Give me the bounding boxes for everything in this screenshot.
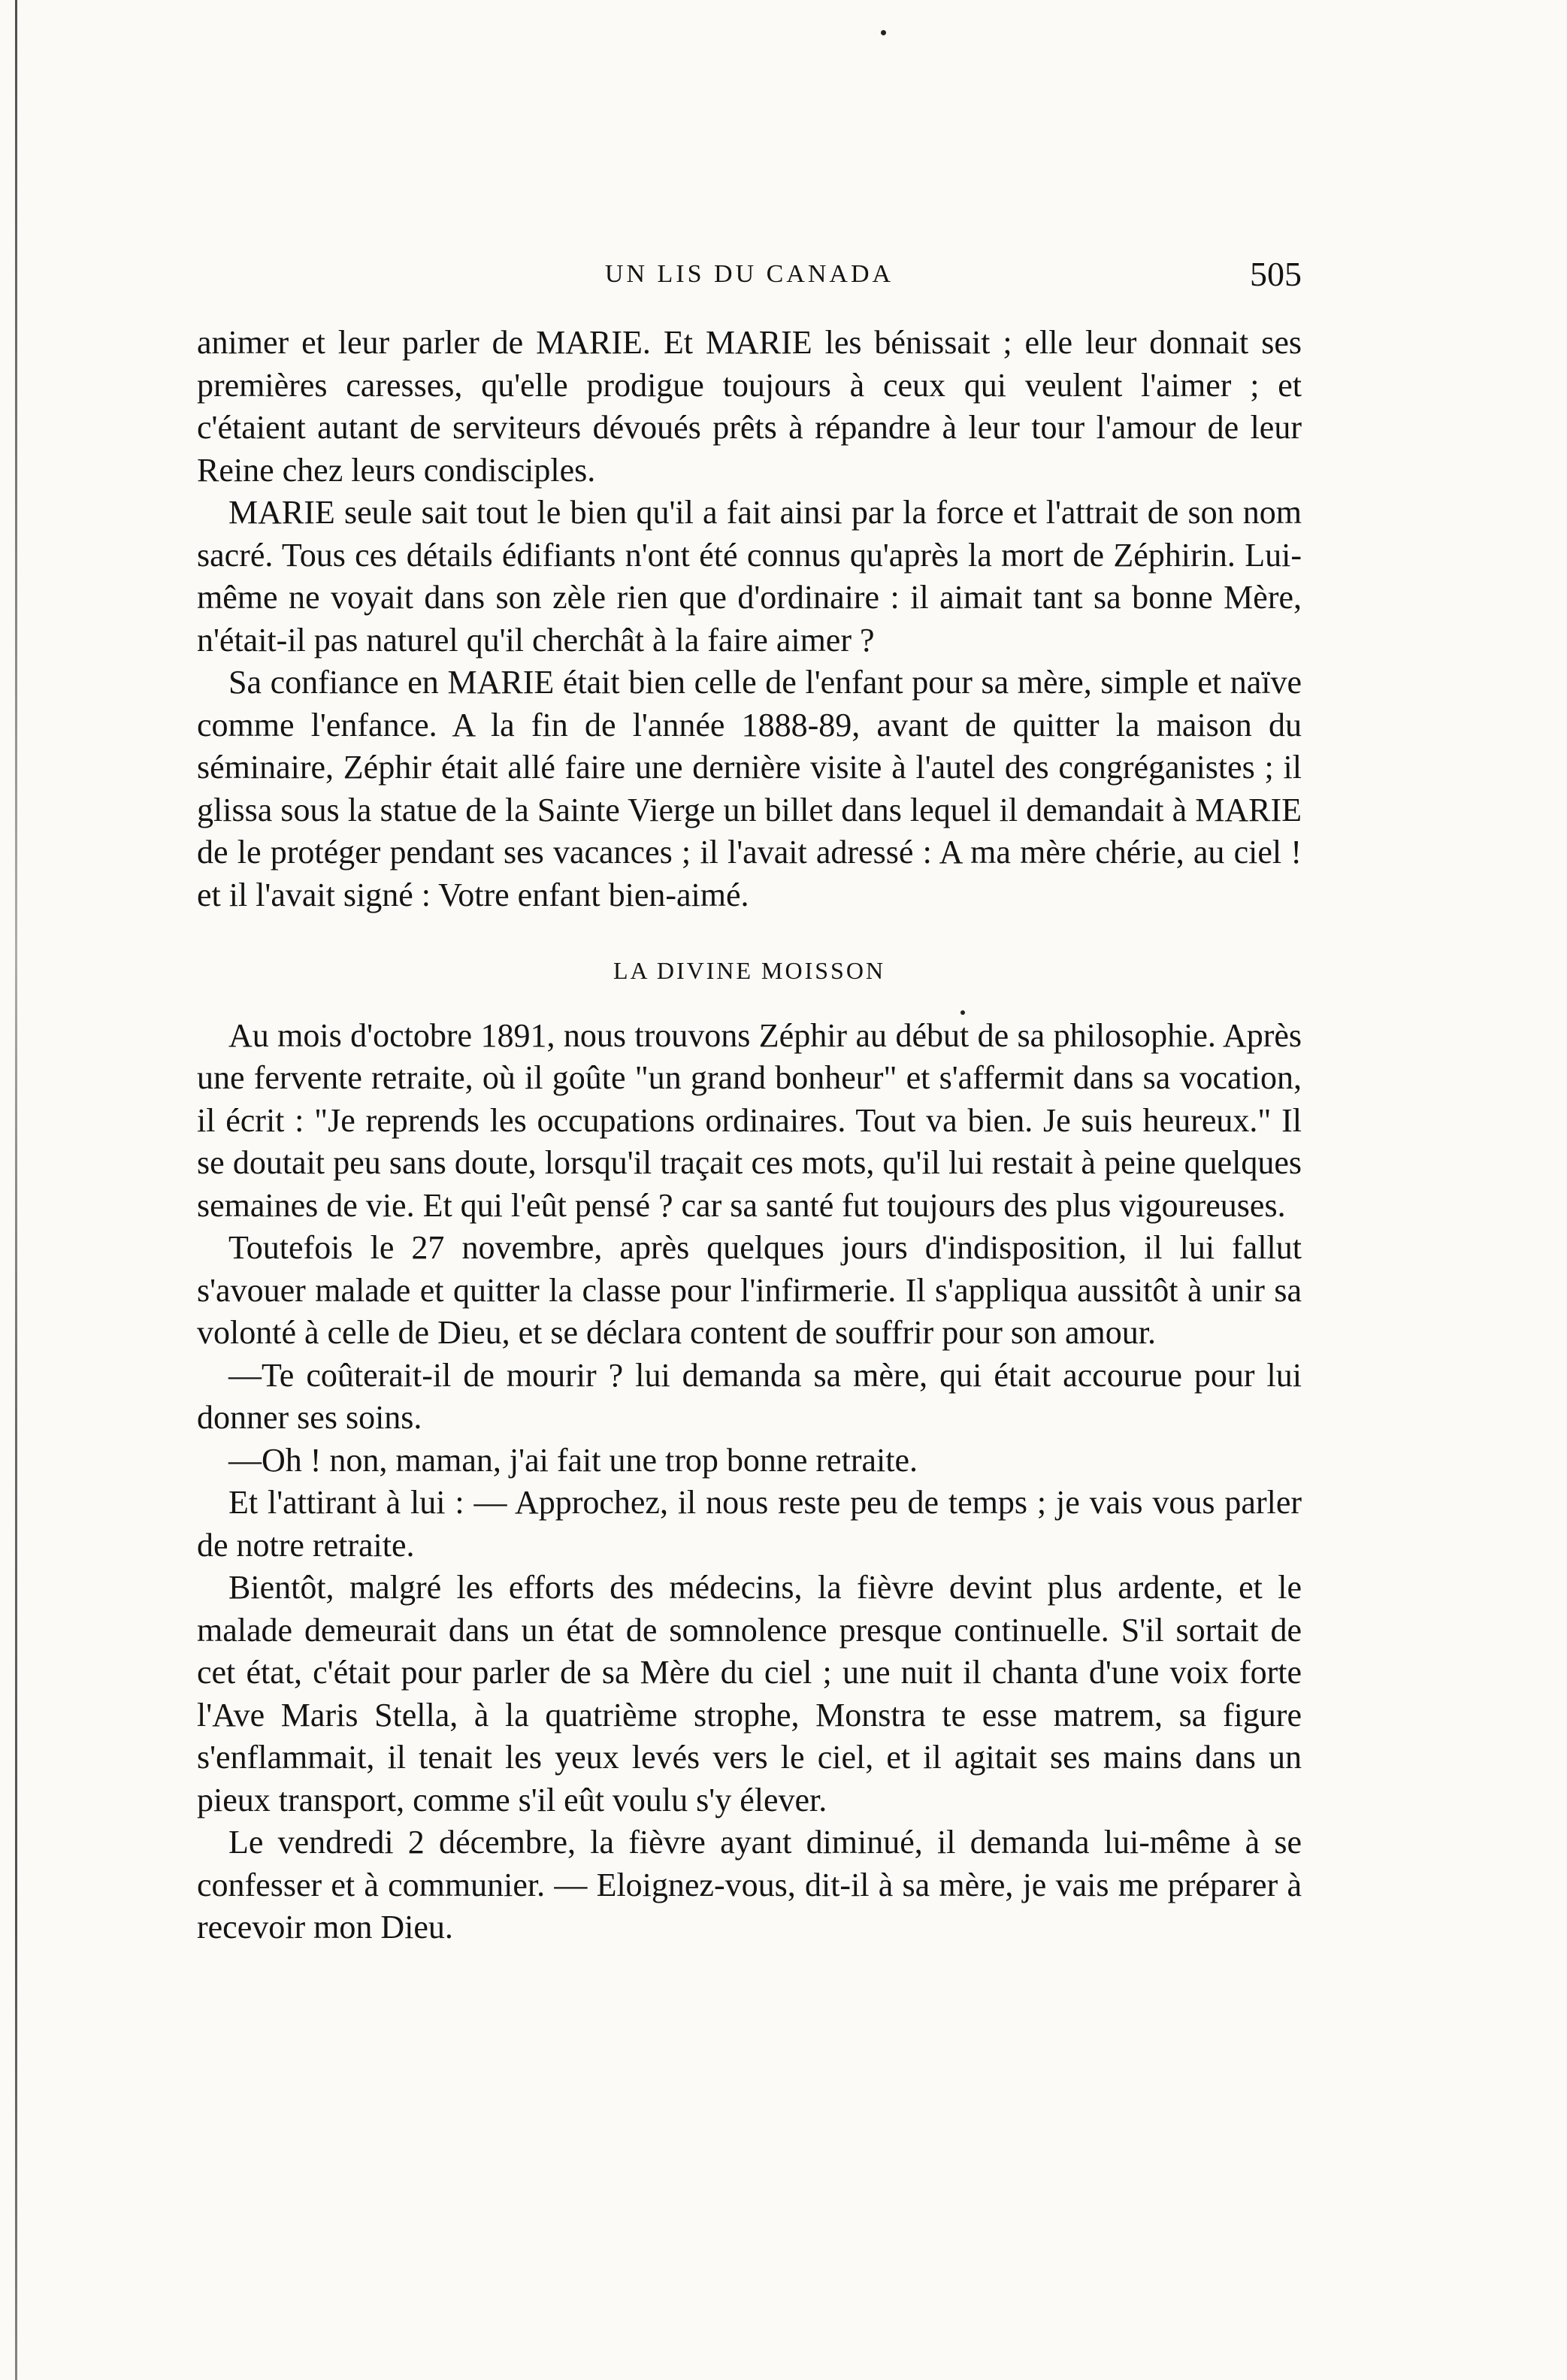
body-text: [197, 322, 1302, 1949]
running-title: UN LIS DU CANADA: [604, 260, 894, 288]
paragraph: Et l'attirant à lui : — Approchez, il nous reste peu de temps ; je vais vous parler de notre retraite.: [197, 1484, 1302, 1564]
paragraph: Le vendredi 2 décembre, la fièvre ayant diminué, il demanda lui-même à se confesser et à communier. — Eloignez-vous, dit-il à sa mère, je vais me préparer à recevoir mon Dieu.: [197, 1824, 1302, 1945]
paragraph: Bientôt, malgré les efforts des médecins, la fièvre devint plus ardente, et le malade demeurait dans un état de somnolence presque continuelle. S'il sortait de cet état, c'était pour parler de sa Mère du ciel ; une nuit il chanta d'une voix forte l'Ave Maris Stella, à la quatrième strophe, Monstra te esse matrem, sa figure s'enflammait, il tenait les yeux levés vers le ciel, et il agitait ses mains dans un pieux transport, comme s'il eût voulu s'y élever.: [197, 1569, 1302, 1818]
page-header: [197, 254, 1302, 299]
paragraph: MARIE seule sait tout le bien qu'il a fait ainsi par la force et l'attrait de son nom sacré. Tous ces détails édifiants n'ont été connus qu'après la mort de Zéphirin. Lui-même ne voyait dans son zèle rien que d'ordinaire : il aimait tant sa bonne Mère, n'était-il pas naturel qu'il cherchât à la faire aimer ?: [197, 494, 1302, 659]
paragraph: Toutefois le 27 novembre, après quelques jours d'indisposition, il lui fallut s'avouer malade et quitter la classe pour l'infirmerie. Il s'appliqua aussitôt à unir sa volonté à celle de Dieu, et se déclara content de souffrir pour son amour.: [197, 1229, 1302, 1351]
ink-speck: [881, 30, 886, 35]
binding-edge: [15, 0, 17, 2380]
paragraph: Sa confiance en MARIE était bien celle de l'enfant pour sa mère, simple et naïve comme l'enfance. A la fin de l'année 1888-89, avant de quitter la maison du séminaire, Zéphir était allé faire une dernière visite à l'autel des congréganistes ; il glissa sous la statue de la Sainte Vierge un billet dans lequel il demandait à MARIE de le protéger pendant ses vacances ; il l'avait adressé : A ma mère chérie, au ciel ! et il l'avait signé : Votre enfant bien-aimé.: [197, 664, 1302, 913]
section-heading: LA DIVINE MOISSON: [613, 957, 886, 984]
dialogue-line: —Oh ! non, maman, j'ai fait une trop bonne retraite.: [228, 1441, 918, 1479]
paragraph: Au mois d'octobre 1891, nous trouvons Zéphir au début de sa philosophie. Après une fervente retraite, où il goûte "un grand bonheur" et s'affermit dans sa vocation, il écrit : "Je reprends les occupations ordinaires. Tout va bien. Je suis heureux." Il se doutait peu sans doute, lorsqu'il traçait ces mots, qu'il lui restait à peine quelques semaines de vie. Et qui l'eût pensé ? car sa santé fut toujours des plus vigoureuses.: [197, 1016, 1302, 1224]
page-number: 505: [1250, 255, 1302, 293]
paragraph: animer et leur parler de MARIE. Et MARIE les bénissait ; elle leur donnait ses premières caresses, qu'elle prodigue toujours à ceux qui veulent l'aimer ; et c'étaient autant de serviteurs dévoués prêts à répandre à leur tour l'amour de leur Reine chez leurs condisciples.: [197, 324, 1302, 489]
dialogue-line: —Te coûterait-il de mourir ? lui demanda sa mère, qui était accourue pour lui donner ses soins.: [197, 1356, 1302, 1436]
